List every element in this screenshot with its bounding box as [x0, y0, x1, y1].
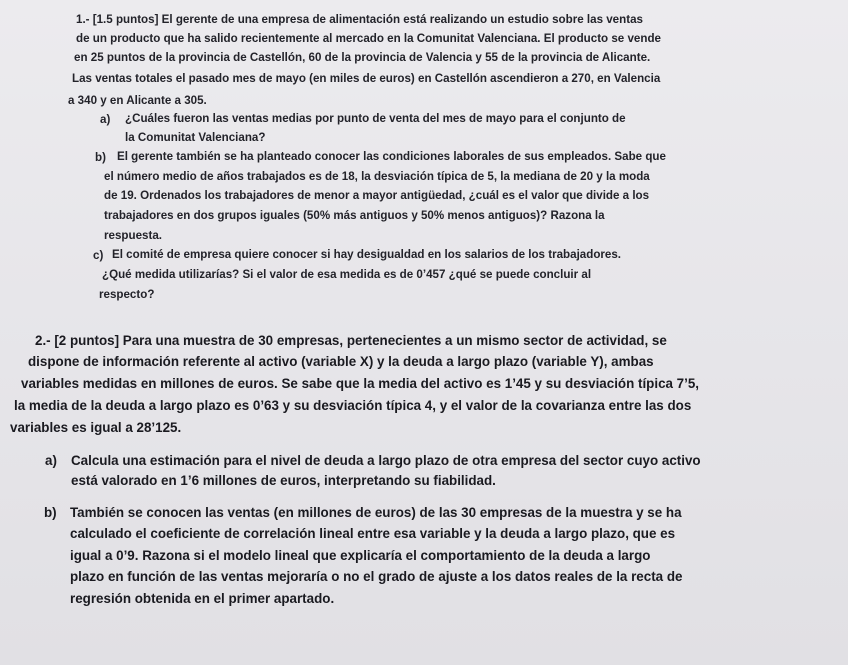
text-line: calculado el coeficiente de correlación lineal entre esa variable y la deuda a largo plazo, que es	[70, 526, 676, 541]
part-label: b)	[44, 505, 57, 520]
text-line: la media de la deuda a largo plazo es 0’63 y su desviación típica 4, y el valor de la covarianza entre las dos	[14, 398, 692, 413]
text-line: en 25 puntos de la provincia de Castellón, 60 de la provincia de Valencia y 55 de la provincia de Alicante.	[74, 51, 651, 64]
text-line: Las ventas totales el pasado mes de mayo (en miles de euros) en Castellón ascendieron a 270, en Valencia	[72, 72, 661, 85]
text-line: a 340 y en Alicante a 305.	[68, 94, 207, 107]
part-label: b)	[95, 151, 106, 164]
text-line: está valorado en 1’6 millones de euros, interpretando su fiabilidad.	[71, 473, 496, 488]
text-line: dispone de información referente al activo (variable X) y la deuda a largo plazo (variable Y), ambas	[28, 354, 654, 369]
text-line: variables es igual a 28’125.	[10, 420, 182, 435]
text-line: 1.- [1.5 puntos] El gerente de una empresa de alimentación está realizando un estudio sobre las ventas	[76, 13, 643, 26]
text-line: el número medio de años trabajados es de 18, la desviación típica de 5, la mediana de 20 y la moda	[104, 170, 650, 183]
text-line: respecto?	[99, 288, 155, 301]
text-line: respuesta.	[104, 229, 162, 242]
part-label: c)	[93, 249, 104, 262]
text-line: ¿Qué medida utilizarías? Si el valor de esa medida es de 0’457 ¿qué se puede concluir al	[102, 268, 592, 281]
text-line: El comité de empresa quiere conocer si hay desigualdad en los salarios de los trabajadores.	[112, 248, 622, 261]
text-line: regresión obtenida en el primer apartado.	[70, 591, 335, 606]
text-line: de 19. Ordenados los trabajadores de menor a mayor antigüedad, ¿cuál es el valor que divide a los	[104, 189, 650, 202]
text-line: 2.- [2 puntos] Para una muestra de 30 empresas, pertenecientes a un mismo sector de actividad, se	[35, 333, 667, 348]
part-label: a)	[45, 453, 57, 468]
text-line: También se conocen las ventas (en millones de euros) de las 30 empresas de la muestra y se ha	[70, 505, 682, 520]
text-line: El gerente también se ha planteado conocer las condiciones laborales de sus empleados. Sabe que	[117, 150, 666, 163]
text-line: variables medidas en millones de euros. Se sabe que la media del activo es 1’45 y su desviación típica 7’5,	[21, 376, 700, 391]
text-line: igual a 0’9. Razona si el modelo lineal que explicaría el comportamiento de la deuda a largo	[70, 548, 651, 563]
text-line: la Comunitat Valenciana?	[125, 131, 266, 144]
text-line: trabajadores en dos grupos iguales (50% más antiguos y 50% menos antiguos)? Razona la	[104, 209, 605, 222]
part-label: a)	[100, 113, 111, 126]
text-line: ¿Cuáles fueron las ventas medias por punto de venta del mes de mayo para el conjunto de	[125, 112, 626, 125]
text-line: Calcula una estimación para el nivel de deuda a largo plazo de otra empresa del sector cuyo activo	[71, 453, 701, 468]
text-line: plazo en función de las ventas mejoraría o no el grado de ajuste a los datos reales de la recta de	[70, 569, 683, 584]
text-line: de un producto que ha salido recientemente al mercado en la Comunitat Valenciana. El producto se vende	[76, 32, 661, 45]
